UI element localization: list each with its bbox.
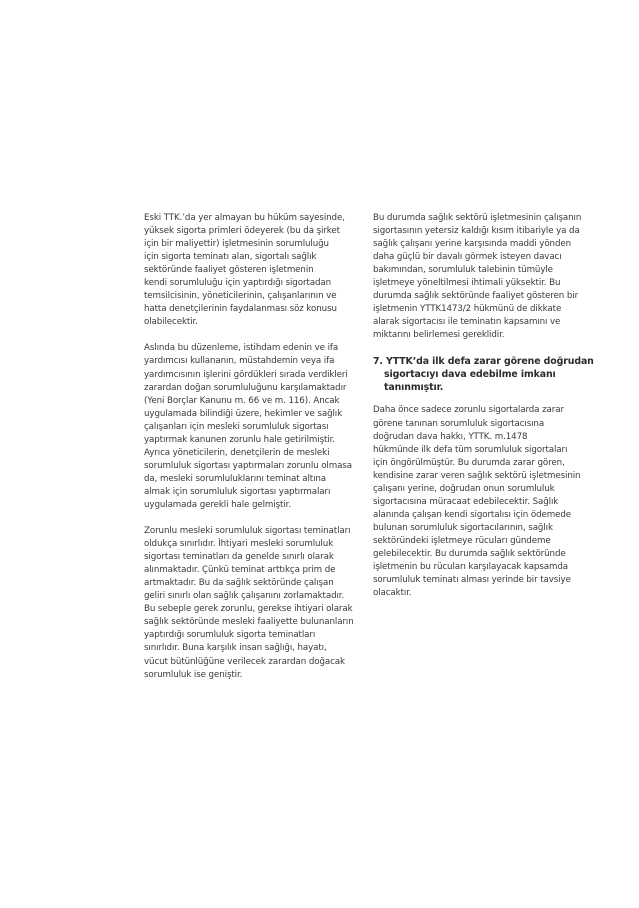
heading-line: tanınmıştır.	[384, 382, 444, 394]
paragraph	[144, 342, 366, 512]
text-line: Zorunlu mesleki sorumluluk sigortası teminatları	[144, 526, 351, 537]
paragraph	[144, 212, 366, 329]
text-line: sorumluluk ise geniştir.	[144, 669, 243, 680]
text-line: geliri sınırlı olan sağlık çalışanını zorlamaktadır.	[144, 591, 345, 602]
text-line: uygulamada gerekli hale gelmiştir.	[144, 499, 291, 510]
text-line: yaptırmak kanunen zorunlu hale getirilmiştir.	[144, 434, 335, 445]
section-heading	[373, 355, 599, 394]
heading-line: sigortacıyı dava edebilme imkanı	[384, 369, 556, 381]
text-line: sağlık sektöründe mesleki faaliyette bulunanların	[144, 617, 354, 628]
paragraph	[373, 404, 599, 600]
text-line: alınmaktadır. Çünkü teminat arttıkça prim de	[144, 565, 336, 576]
text-line: gelebilecektir. Bu durumda sağlık sektöründe	[373, 548, 566, 559]
text-line: Bu durumda sağlık sektörü işletmesinin çalışanın	[373, 213, 582, 223]
text-line: için öngörülmüştür. Bu durumda zarar gören,	[373, 457, 565, 468]
text-line: yardımcısının işlerini gördükleri sırada verdikleri	[144, 369, 348, 380]
text-line: için sigorta teminatı alan, sigortalı sağlık	[144, 252, 317, 263]
text-line: sorumluluk teminatı alması yerinde bir tavsiye	[373, 575, 571, 586]
paragraph	[373, 212, 599, 342]
text-line: Ayrıca yöneticilerin, denetçilerin de mesleki	[144, 447, 330, 458]
heading-line: 7. YTTK’da ilk defa zarar görene doğrudan	[373, 356, 594, 368]
text-line: bulunan sorumluluk sigortacılarının, sağlık	[373, 522, 553, 533]
text-line: sınırlıdır. Buna karşılık insan sağlığı, hayatı,	[144, 643, 327, 654]
text-line: işletmenin bu rücuları karşılayacak kapsamda	[373, 562, 569, 573]
text-line: zarardan doğan sorumluluğunu karşılamaktadır	[144, 382, 347, 393]
text-line: vücut bütünlüğüne verilecek zarardan doğacak	[144, 656, 345, 667]
text-line: için bir maliyettir) işletmesinin sorumluluğu	[144, 239, 329, 250]
text-line: işletmenin YTTK1473/2 hükmünü de dikkate	[373, 304, 562, 315]
text-line: miktarını belirlemesi gereklidir.	[373, 330, 505, 341]
text-line: sağlık çalışanı yerine karşısında maddi yönden	[373, 239, 572, 250]
text-line: alarak sigortacısı ile teminatın kapsamını ve	[373, 317, 561, 328]
text-line: sigortacısına müracaat edebilecektir. Sağlık	[373, 496, 559, 507]
text-line: da, mesleki sorumluluklarını teminat altına	[144, 473, 327, 484]
paragraph	[144, 525, 366, 682]
text-line: (Yeni Borçlar Kanunu m. 66 ve m. 116). Ancak	[144, 395, 340, 406]
text-line: sorumluluk sigortası yaptırmaları zorunlu olmasa	[144, 460, 352, 471]
text-line: artmaktadır. Bu da sağlık sektöründe çalışan	[144, 578, 334, 589]
text-line: olabilecektir.	[144, 317, 198, 328]
text-line: oldukça sınırlıdır. İhtiyari mesleki sorumluluk	[144, 539, 334, 550]
left-column	[144, 212, 366, 695]
text-line: Daha önce sadece zorunlu sigortalarda zarar	[373, 405, 564, 416]
text-line: görene tanınan sorumluluk sigortacısına	[373, 418, 545, 429]
text-line: durumda sağlık sektöründe faaliyet gösteren bir	[373, 291, 579, 302]
text-line: almak için sorumluluk sigortası yaptırmaları	[144, 486, 331, 497]
text-line: yüksek sigorta primleri ödeyerek (bu da şirket	[144, 226, 340, 237]
text-line: temsilcisinin, yöneticilerinin, çalışanlarının ve	[144, 291, 337, 302]
text-line: yaptırdığı sorumluluk sigorta teminatları	[144, 630, 316, 641]
right-column	[373, 212, 599, 613]
text-line: Aslında bu düzenleme, istihdam edenin ve ifa	[144, 343, 339, 354]
text-line: uygulamada bilindiği üzere, hekimler ve sağlık	[144, 408, 343, 419]
text-line: alanında çalışan kendi sigortalısı için ödemede	[373, 509, 572, 520]
text-line: yardımcısı kullananın, müstahdemin veya ifa	[144, 356, 335, 367]
text-line: olacaktır.	[373, 588, 412, 599]
text-line: işletmeye yöneltilmesi ihtimali yüksektir. Bu	[373, 278, 561, 289]
text-line: kendi sorumluluğu için yaptırdığı sigortadan	[144, 278, 331, 289]
text-line: sektöründe faaliyet gösteren işletmenin	[144, 265, 314, 276]
text-line: daha güçlü bir davalı görmek isteyen davacı	[373, 252, 562, 263]
text-line: kendisine zarar veren sağlık sektörü işletmesinin	[373, 470, 581, 481]
text-line: sigortası teminatları da genelde sınırlı olarak	[144, 552, 334, 563]
text-line: çalışanı yerine, doğrudan onun sorumluluk	[373, 483, 555, 494]
text-line: Bu sebeple gerek zorunlu, gerekse ihtiyari olarak	[144, 604, 353, 615]
text-line: hatta denetçilerinin faydalanması söz konusu	[144, 304, 337, 315]
text-line: sigortasının yetersiz kaldığı kısım itibariyle ya da	[373, 226, 580, 237]
text-line: sektöründeki işletmeye rücuları gündeme	[373, 535, 551, 546]
text-line: bakımından, sorumluluk talebinin tümüyle	[373, 265, 553, 276]
text-line: doğrudan dava hakkı, YTTK. m.1478	[373, 431, 528, 442]
text-line: Eski TTK.’da yer almayan bu hüküm sayesinde,	[144, 213, 345, 223]
text-line: hükmünde ilk defa tüm sorumluluk sigortaları	[373, 444, 568, 455]
text-line: çalışanları için mesleki sorumluluk sigortası	[144, 421, 329, 432]
